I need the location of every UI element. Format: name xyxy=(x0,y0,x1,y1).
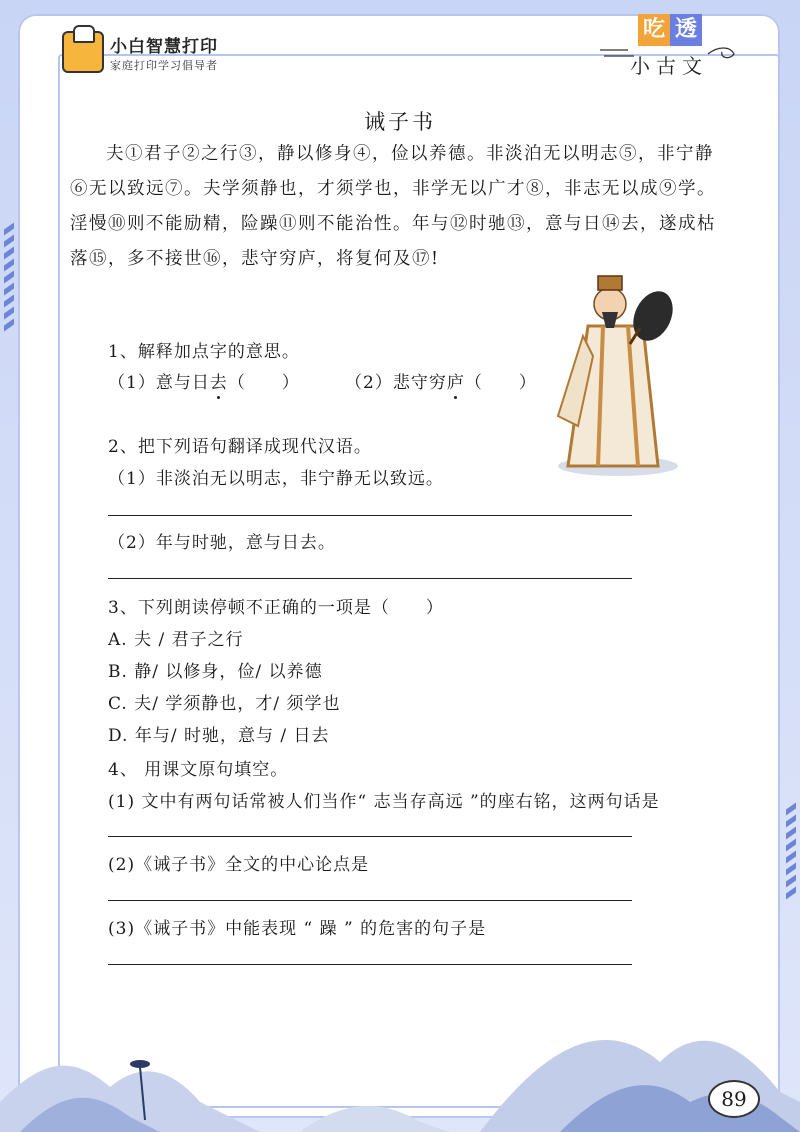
q3-option-c[interactable]: C. 夫/ 学须静也，才/ 须学也 xyxy=(108,694,341,714)
q3-stem: 3、下列朗读停顿不正确的一项是（ ） xyxy=(108,598,444,618)
page-number: 89 xyxy=(708,1080,760,1118)
answer-line[interactable] xyxy=(108,578,632,579)
q1-part-a: （1）意与日去（ ） xyxy=(108,373,300,393)
q4-stem: 4、 用课文原句填空。 xyxy=(108,760,289,780)
q2-sentence-1: （1）非淡泊无以明志，非宁静无以致远。 xyxy=(108,469,444,489)
dotted-char: 去 xyxy=(209,373,228,393)
logo-title: 小白智慧打印 xyxy=(110,36,218,57)
q1-part-b: （2）悲守穷庐（ ） xyxy=(345,373,537,393)
page-title: 诫子书 xyxy=(364,110,436,134)
q3-option-a[interactable]: A. 夫 / 君子之行 xyxy=(108,630,244,650)
left-stripe-decoration xyxy=(2,220,16,370)
answer-line[interactable] xyxy=(108,900,632,901)
right-stripe-decoration xyxy=(784,800,798,930)
brand-tag-small: 小古文 xyxy=(630,54,708,78)
q3-option-b[interactable]: B. 静/ 以修身，俭/ 以养德 xyxy=(108,662,323,682)
publisher-logo xyxy=(62,30,218,74)
answer-line[interactable] xyxy=(108,515,632,516)
printer-mascot-icon xyxy=(62,31,104,73)
answer-line[interactable] xyxy=(108,836,632,837)
mountain-landscape-decoration xyxy=(0,992,800,1132)
brand-tag-chi: 吃 xyxy=(638,14,670,46)
q1-stem: 1、解释加点字的意思。 xyxy=(108,342,300,362)
q3-option-d[interactable]: D. 年与/ 时驰，意与 / 日去 xyxy=(108,726,330,746)
brand-tag-tou: 透 xyxy=(670,14,702,46)
dotted-char: 庐 xyxy=(446,373,465,393)
classical-passage: 夫①君子②之行③，静以修身④，俭以养德。非淡泊无以明志⑤，非宁静⑥无以致远⑦。夫学须静也，才须学也，非学无以广才⑧，非志无以成⑨学。淫慢⑩则不能励精，险躁⑪则不能治性。年与⑫时驰⑬，意与日⑭去，遂成枯落⑮，多不接世⑯，悲守穷庐，将复何及⑰! xyxy=(70,144,716,269)
series-brand xyxy=(598,14,748,84)
answer-blank[interactable]: （ ） xyxy=(227,373,300,393)
answer-blank[interactable]: （ ） xyxy=(464,373,537,393)
q4-item-2: (2)《诫子书》全文的中心论点是 xyxy=(108,855,370,875)
q2-stem: 2、把下列语句翻译成现代汉语。 xyxy=(108,437,372,457)
answer-line[interactable] xyxy=(108,964,632,965)
q4-item-1: (1) 文中有两句话常被人们当作“ 志当存高远 ”的座右铭，这两句话是 xyxy=(108,792,660,812)
scholar-figure-illustration xyxy=(548,266,678,476)
logo-subtitle: 家庭打印学习倡导者 xyxy=(110,58,218,72)
q4-item-3: (3)《诫子书》中能表现 “ 躁 ” 的危害的句子是 xyxy=(108,919,487,939)
q2-sentence-2: （2）年与时驰，意与日去。 xyxy=(108,533,336,553)
